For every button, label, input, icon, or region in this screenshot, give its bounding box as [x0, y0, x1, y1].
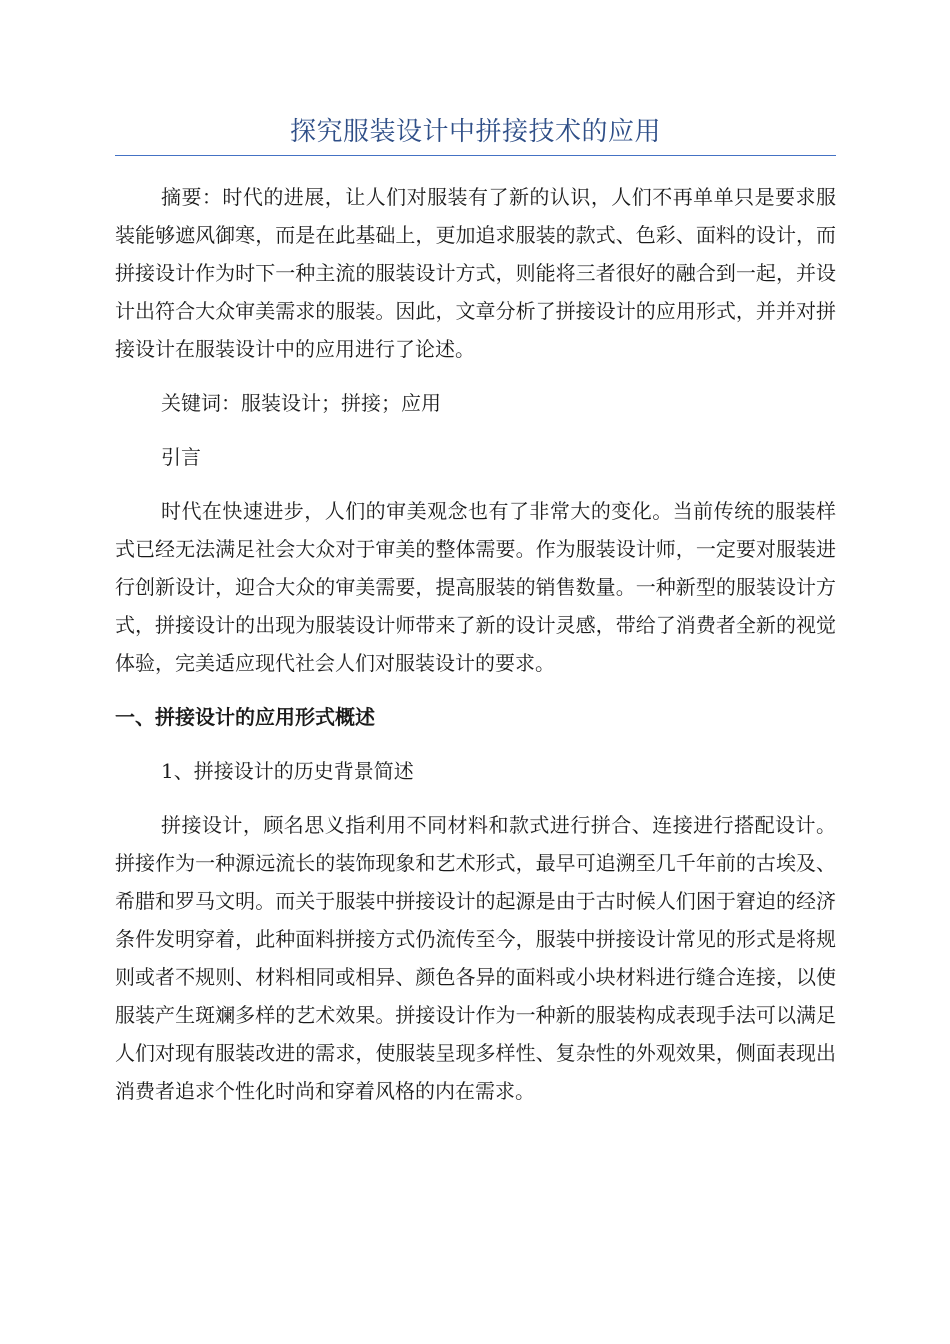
document-title: 探究服装设计中拼接技术的应用 [289, 117, 661, 147]
abstract-paragraph: 摘要：时代的进展，让人们对服装有了新的认识，人们不再单单只是要求服装能够遮风御寒，而是在此基础上，更加追求服装的款式、色彩、面料的设计，而拼接设计作为时下一种主流的服装设计方式，则能将三者很好的融合到一起，并设计出符合大众审美需求的服装。因此，文章分析了拼接设计的应用形式，并并对拼接设计在服装设计中的应用进行了论述。 [115, 185, 836, 361]
keywords-line: 关键词：服装设计；拼接；应用 [161, 391, 441, 415]
intro-heading: 引言 [161, 445, 201, 469]
subsection-paragraph-1: 拼接设计，顾名思义指利用不同材料和款式进行拼合、连接进行搭配设计。拼接作为一种源远流长的装饰现象和艺术形式，最早可追溯至几千年前的古埃及、希腊和罗马文明。而关于服装中拼接设计的起源是由于古时候人们困于窘迫的经济条件发明穿着，此种面料拼接方式仍流传至今，服装中拼接设计常见的形式是将规则或者不规则、材料相同或相异、颜色各异的面料或小块材料进行缝合连接，以使服装产生斑斓多样的艺术效果。拼接设计作为一种新的服装构成表现手法可以满足人们对现有服装改进的需求，使服装呈现多样性、复杂性的外观效果，侧面表现出消费者追求个性化时尚和穿着风格的内在需求。 [115, 813, 836, 1103]
title-underline [115, 155, 836, 156]
document-page [115, 112, 836, 1110]
intro-paragraph: 时代在快速进步，人们的审美观念也有了非常大的变化。当前传统的服装样式已经无法满足社会大众对于审美的整体需要。作为服装设计师，一定要对服装进行创新设计，迎合大众的审美需要，提高服装的销售数量。一种新型的服装设计方式，拼接设计的出现为服装设计师带来了新的设计灵感，带给了消费者全新的视觉体验，完美适应现代社会人们对服装设计的要求。 [115, 499, 836, 675]
section-heading-1: 一、拼接设计的应用形式概述 [115, 705, 375, 729]
subsection-heading-1: 1、拼接设计的历史背景简述 [161, 759, 414, 783]
